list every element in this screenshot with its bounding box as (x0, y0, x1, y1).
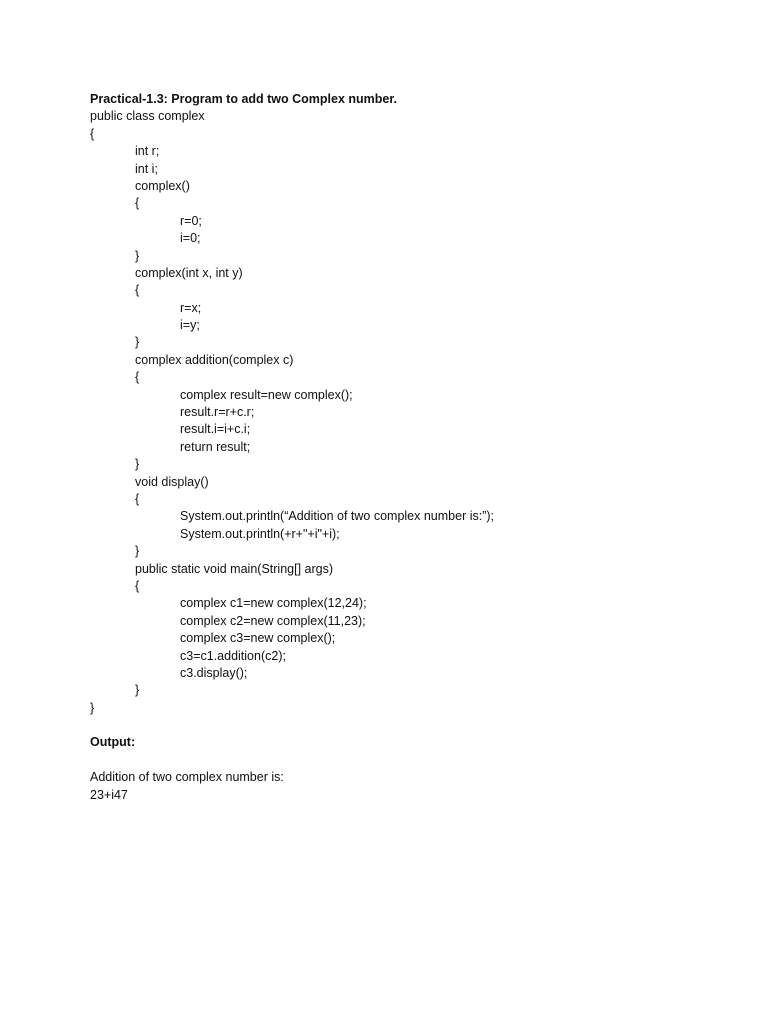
code-line: complex c2=new complex(11,23); (180, 613, 366, 628)
code-line: public class complex (90, 109, 205, 124)
code-line: int i; (135, 161, 158, 176)
code-line: complex result=new complex(); (180, 387, 353, 402)
document-content (90, 91, 730, 804)
code-line: complex c3=new complex(); (180, 631, 336, 646)
code-line: complex() (135, 178, 190, 193)
practical-title: Practical-1.3: Program to add two Complex number. (90, 92, 398, 106)
code-line: { (90, 126, 95, 141)
code-line: } (135, 683, 140, 698)
code-line: { (135, 283, 140, 298)
code-line: int r; (135, 144, 160, 159)
output-line: 23+i47 (90, 787, 128, 802)
code-line: i=0; (180, 231, 201, 246)
code-line: complex addition(complex c) (135, 352, 294, 367)
code-line: } (135, 248, 140, 263)
code-line: r=0; (180, 213, 202, 228)
code-line: r=x; (180, 300, 202, 315)
code-line: { (135, 578, 140, 593)
code-line: complex(int x, int y) (135, 265, 243, 280)
code-line: void display() (135, 474, 209, 489)
spacer (90, 752, 730, 769)
output-line: Addition of two complex number is: (90, 770, 284, 785)
spacer (90, 717, 730, 734)
code-line: return result; (180, 439, 251, 454)
code-line: { (135, 370, 140, 385)
output-heading: Output: (90, 735, 136, 750)
code-line: } (135, 544, 140, 559)
code-line: public static void main(String[] args) (135, 561, 333, 576)
code-line: result.r=r+c.r; (180, 405, 255, 420)
code-line: i=y; (180, 318, 200, 333)
code-line: } (135, 457, 140, 472)
output-block (90, 769, 730, 804)
code-line: { (135, 491, 140, 506)
code-line: } (90, 700, 95, 715)
code-line: c3=c1.addition(c2); (180, 648, 286, 663)
code-line: } (135, 335, 140, 350)
code-line: result.i=i+c.i; (180, 422, 251, 437)
code-line: c3.display(); (180, 665, 248, 680)
code-line: { (135, 196, 140, 211)
code-line: System.out.println(“Addition of two complex number is:”); (180, 509, 495, 524)
code-line: complex c1=new complex(12,24); (180, 596, 367, 611)
code-line: System.out.println(+r+"+i"+i); (180, 526, 340, 541)
code-block (90, 108, 730, 717)
